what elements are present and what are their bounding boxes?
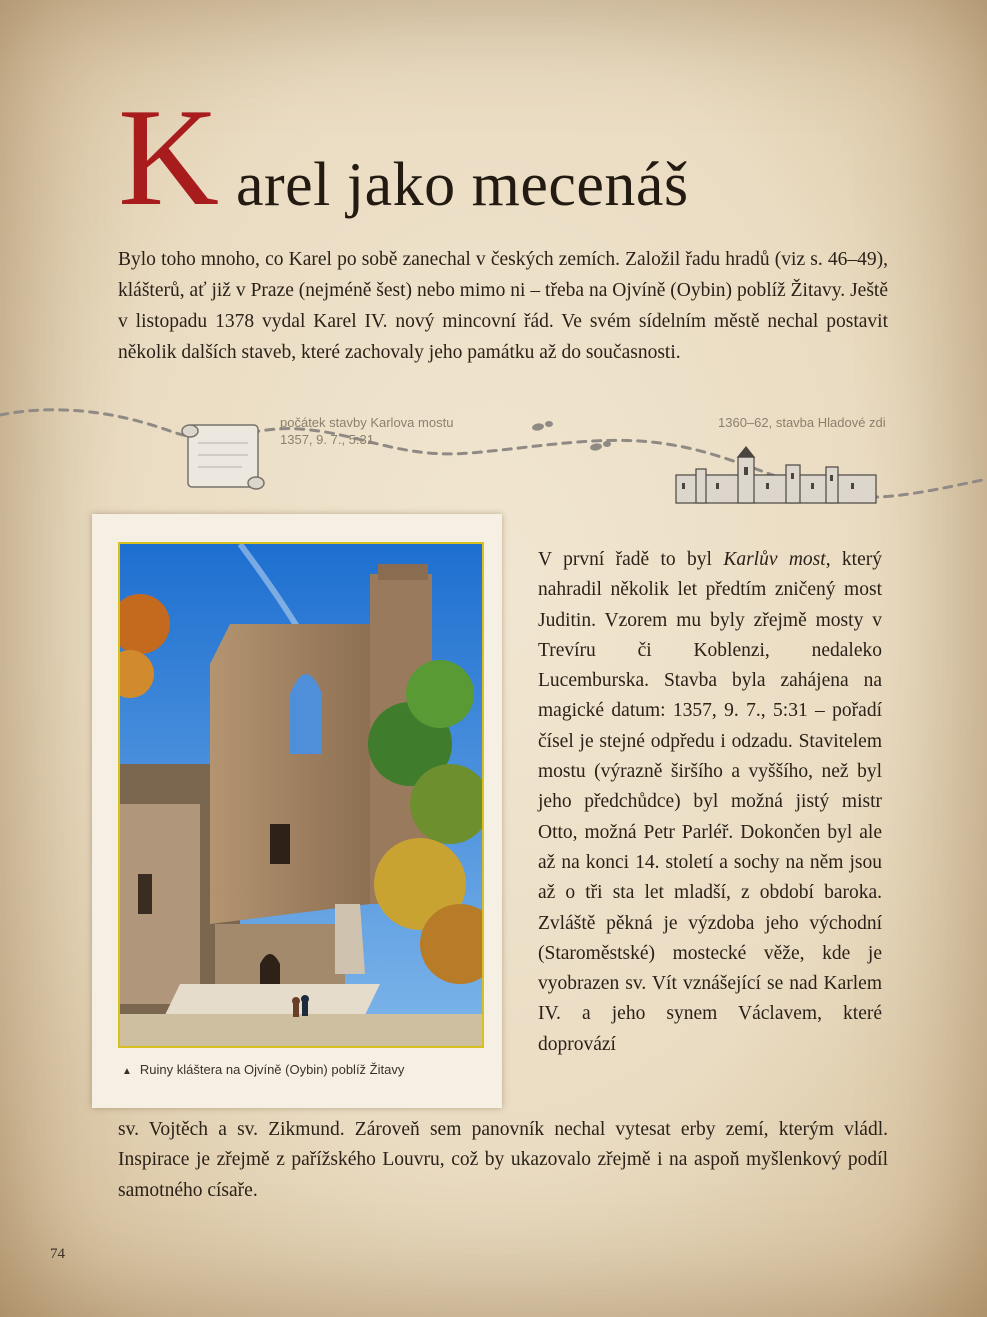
photo-caption-text: Ruiny kláštera na Ojvíně (Oybin) poblíž Žitavy (139, 1062, 405, 1077)
body-emphasis-karluv-most: Karlův most (723, 549, 826, 570)
timeline-event-bridge (280, 414, 453, 448)
photo-caption (122, 1062, 482, 1077)
chapter-title (118, 80, 878, 235)
title-drop-cap: K (118, 80, 220, 235)
scroll-icon (182, 425, 264, 489)
timeline (0, 395, 987, 525)
body-text-lead: V první řadě to byl (538, 549, 724, 570)
footprints-icon (531, 421, 611, 451)
triangle-up-icon: ▲ (122, 1066, 132, 1077)
photo-card (92, 514, 502, 1108)
timeline-event-bridge-date: 1357, 9. 7., 5:31 (280, 432, 374, 447)
oybin-ruins-illustration (120, 544, 482, 1046)
title-text: arel jako mecenáš (236, 151, 689, 219)
intro-paragraph: Bylo toho mnoho, co Karel po sobě zanechal v českých zemích. Založil řadu hradů (viz s. 46–49), klášterů, ať již v Praze (nejméně šest) nebo mimo ni – třeba na Ojvíně (Oybin) poblíž Žitavy. Ještě v listopadu 1378 vydal Karel IV. nový mincovní řád. Ve svém sídelním městě nechal postavit několik dalších staveb, které zachovaly jeho památku až do současnosti. (118, 249, 888, 363)
page-number: 74 (50, 1246, 65, 1262)
oybin-ruins-photo (118, 542, 484, 1048)
body-full-width-paragraph: sv. Vojtěch a sv. Zikmund. Zároveň sem panovník nechal vytesat erby zemí, kterým vládl. Inspirace je zřejmě z pařížského Louvru, což by ukazovalo zřejmě i na aspoň myšlenkový podíl samotného císaře. (118, 1119, 888, 1201)
body-column-paragraph (538, 545, 882, 1060)
body-text-main: , který nahradil několik let předtím zničený most Juditin. Vzorem mu byly zřejmě mosty v Trevíru či Koblenzi, nedaleko Lucemburska. Stavba byla zahájena na magické datum: 1357, 9. 7., 5:31 – pořadí čísel je stejné odpředu i odzadu. Stavitelem mostu (výrazně širšího a vyššího, než byl jeho předchůdce) byl možná jistý mistr Otto, možná Petr Parléř. Dokončen byl ale až na konci 14. století a sochy na něm jsou až o tři sta let mladší, z období baroka. Zvláště pěkná je výzdoba jeho východní (Staroměstské) mostecké věže, kde je vyobrazen sv. Vít vznášející se nad Karlem IV. a jeho synem Václavem, které doprovází (538, 549, 883, 1055)
timeline-event-hunger-wall: 1360–62, stavba Hladové zdi (718, 415, 886, 430)
castle-wall-icon (676, 447, 876, 503)
timeline-event-bridge-title: počátek stavby Karlova mostu (280, 415, 454, 430)
